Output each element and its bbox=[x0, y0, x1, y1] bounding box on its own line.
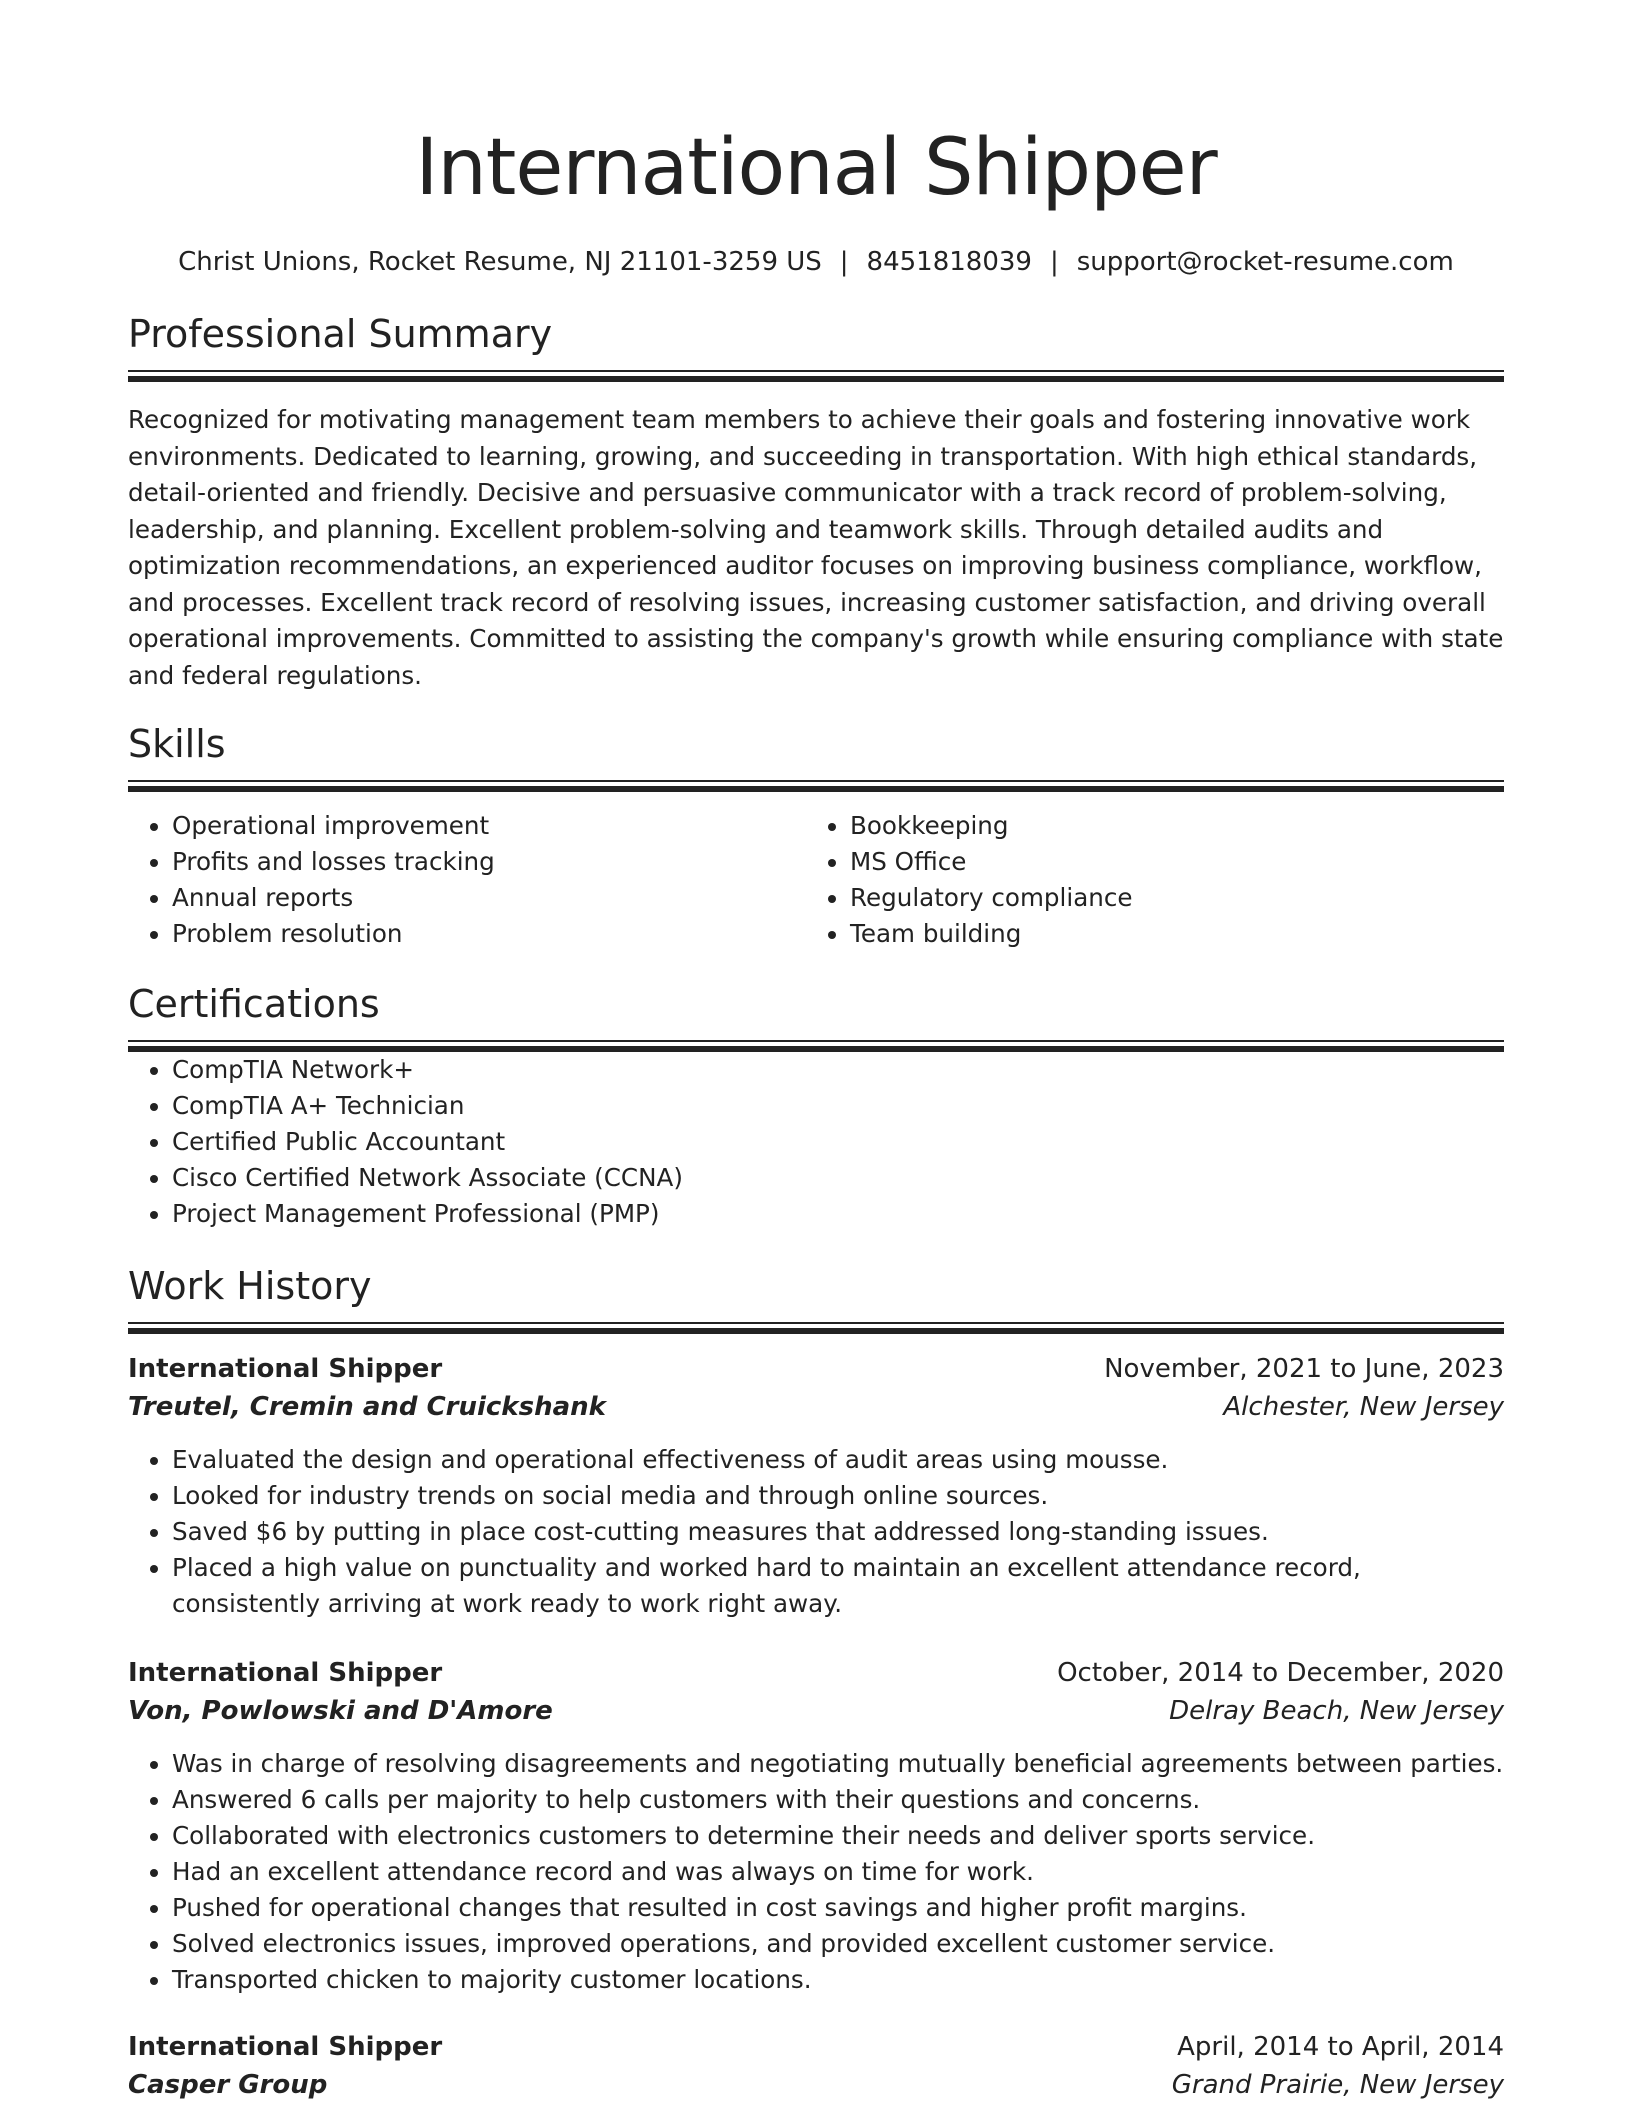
section-divider bbox=[128, 370, 1504, 382]
contact-line bbox=[128, 244, 1504, 280]
certification-item: • Cisco Certified Network Associate (CCNA) bbox=[172, 1160, 1504, 1196]
work-history-heading: Work History bbox=[128, 1264, 372, 1308]
skills-section bbox=[128, 720, 1504, 952]
job-header bbox=[128, 1350, 1504, 1388]
job-bullet: • Evaluated the design and operational effectiveness of audit areas using mousse. bbox=[172, 1442, 1504, 1478]
skills-grid bbox=[128, 808, 1504, 952]
contact-address: Christ Unions, Rocket Resume, NJ 21101-3259 US bbox=[178, 247, 822, 277]
contact-separator: | bbox=[839, 247, 849, 277]
skill-item: • Operational improvement bbox=[172, 808, 806, 844]
certification-item: • Project Management Professional (PMP) bbox=[172, 1196, 1504, 1232]
skill-item: • MS Office bbox=[850, 844, 1484, 880]
job-location: Delray Beach, New Jersey bbox=[1169, 1696, 1504, 1726]
job-title: International Shipper bbox=[128, 1658, 443, 1688]
job-header bbox=[128, 2028, 1504, 2066]
job-subheader bbox=[128, 1388, 1504, 1426]
section-divider bbox=[128, 780, 1504, 792]
job-entry bbox=[128, 1350, 1504, 1622]
resume-name: International Shipper bbox=[415, 123, 1217, 213]
job-title: International Shipper bbox=[128, 2032, 443, 2062]
contact-email: support@rocket-resume.com bbox=[1076, 247, 1454, 277]
job-dates: November, 2021 to June, 2023 bbox=[1104, 1354, 1504, 1384]
certifications-heading: Certifications bbox=[128, 982, 380, 1026]
job-bullet: • Saved $6 by putting in place cost-cutting measures that addressed long-standing issues. bbox=[172, 1514, 1504, 1550]
job-bullet: • Placed a high value on punctuality and worked hard to maintain an excellent attendance record, consistently arriving at work ready to work right away. bbox=[172, 1550, 1504, 1622]
job-entry bbox=[128, 1654, 1504, 1998]
skill-item: • Problem resolution bbox=[172, 916, 806, 952]
job-company: Von, Powlowski and D'Amore bbox=[128, 1696, 553, 1726]
job-location: Grand Prairie, New Jersey bbox=[1171, 2070, 1504, 2100]
skills-list-left bbox=[128, 808, 806, 952]
skills-heading: Skills bbox=[128, 722, 226, 766]
section-divider bbox=[128, 1040, 1504, 1052]
job-bullets bbox=[128, 1746, 1504, 1998]
job-company: Treutel, Cremin and Cruickshank bbox=[128, 1392, 606, 1422]
job-bullets bbox=[128, 1442, 1504, 1622]
skill-item: • Annual reports bbox=[172, 880, 806, 916]
skill-item: • Team building bbox=[850, 916, 1484, 952]
certifications-section bbox=[128, 980, 1504, 1232]
job-bullet: • Had an excellent attendance record and was always on time for work. bbox=[172, 1854, 1504, 1890]
skill-item: • Regulatory compliance bbox=[850, 880, 1484, 916]
job-bullet: • Answered 6 calls per majority to help customers with their questions and concerns. bbox=[172, 1782, 1504, 1818]
job-dates: October, 2014 to December, 2020 bbox=[1057, 1658, 1504, 1688]
contact-phone: 8451818039 bbox=[866, 247, 1032, 277]
skill-item: • Bookkeeping bbox=[850, 808, 1484, 844]
job-dates: April, 2014 to April, 2014 bbox=[1177, 2032, 1504, 2062]
section-divider bbox=[128, 1322, 1504, 1334]
job-header bbox=[128, 1654, 1504, 1692]
summary-heading: Professional Summary bbox=[128, 312, 553, 356]
summary-section bbox=[128, 310, 1504, 694]
job-company: Casper Group bbox=[128, 2070, 328, 2100]
certifications-list bbox=[128, 1052, 1504, 1232]
certification-item: • CompTIA Network+ bbox=[172, 1052, 1504, 1088]
job-title: International Shipper bbox=[128, 1354, 443, 1384]
job-bullet: • Looked for industry trends on social media and through online sources. bbox=[172, 1478, 1504, 1514]
job-location: Alchester, New Jersey bbox=[1223, 1392, 1504, 1422]
job-subheader bbox=[128, 1692, 1504, 1730]
job-bullet: • Transported chicken to majority customer locations. bbox=[172, 1962, 1504, 1998]
certification-item: • Certified Public Accountant bbox=[172, 1124, 1504, 1160]
skill-item: • Profits and losses tracking bbox=[172, 844, 806, 880]
job-entry bbox=[128, 2028, 1504, 2104]
work-history-section bbox=[128, 1262, 1504, 2104]
job-bullet: • Solved electronics issues, improved operations, and provided excellent customer service. bbox=[172, 1926, 1504, 1962]
contact-separator: | bbox=[1049, 247, 1059, 277]
job-bullet: • Collaborated with electronics customers to determine their needs and deliver sports service. bbox=[172, 1818, 1504, 1854]
certification-item: • CompTIA A+ Technician bbox=[172, 1088, 1504, 1124]
skills-list-right bbox=[806, 808, 1484, 952]
summary-text: Recognized for motivating management team members to achieve their goals and fostering innovative work environments. Dedicated to learning, growing, and succeeding in transportation. With high ethical standards, detail-oriented and friendly. Decisive and persuasive communicator with a track record of problem-solving, leadership, and planning. Excellent problem-solving and teamwork skills. Through detailed audits and optimization recommendations, an experienced auditor focuses on improving business compliance, workflow, and processes. Excellent track record of resolving issues, increasing customer satisfaction, and driving overall operational improvements. Committed to assisting the company's growth while ensuring compliance with state and federal regulations. bbox=[128, 405, 1504, 690]
job-bullet: • Was in charge of resolving disagreements and negotiating mutually beneficial agreements between parties. bbox=[172, 1746, 1504, 1782]
job-bullet: • Pushed for operational changes that resulted in cost savings and higher profit margins. bbox=[172, 1890, 1504, 1926]
job-subheader bbox=[128, 2066, 1504, 2104]
